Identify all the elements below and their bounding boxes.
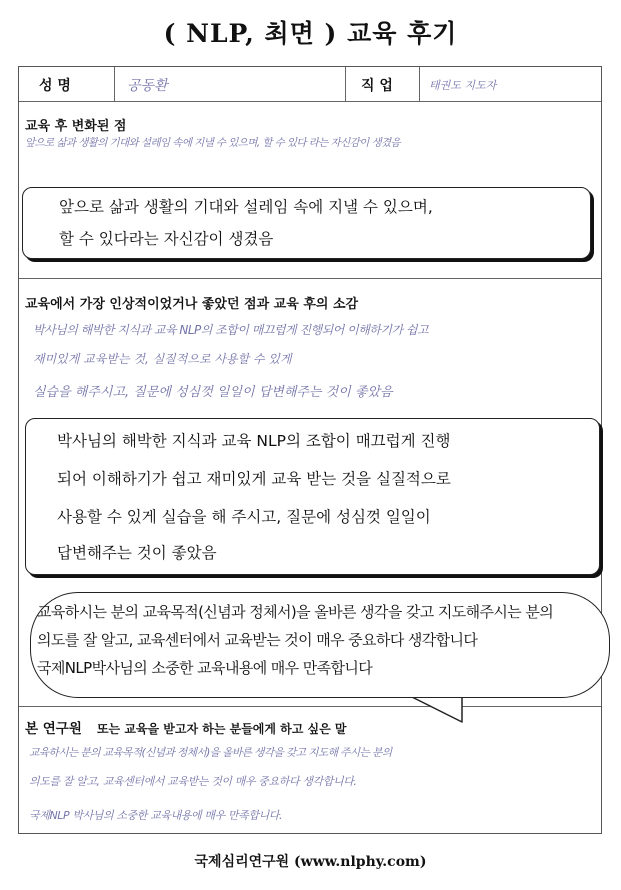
divider bbox=[19, 706, 601, 707]
divider bbox=[345, 67, 346, 101]
divider bbox=[419, 67, 420, 101]
job-value: 태권도 지도자 bbox=[429, 79, 497, 92]
callout-line: 교육하시는 분의 교육목적(신념과 정체서)을 올바른 생각을 갖고 지도해주시는 분의 bbox=[37, 603, 554, 621]
section1-heading: 교육 후 변화된 점 bbox=[25, 119, 127, 134]
section1-handwriting: 앞으로 삶과 생활의 기대와 설레임 속에 지낼 수 있으며, 할 수 있다 라는 자신감이 생겼음 bbox=[25, 137, 401, 149]
typed-line: 박사님의 해박한 지식과 교육 NLP의 조합이 매끄럽게 진행 bbox=[57, 432, 451, 450]
typed-line: 답변해주는 것이 좋았음 bbox=[57, 544, 217, 562]
section3-handwriting-line: 교육하시는 분의 교육목적(신념과 정체서)을 올바른 생각을 갖고 지도해 주시는 분의 bbox=[29, 746, 392, 759]
page-title: ( NLP, 최면 ) 교육 후기 bbox=[163, 19, 458, 48]
typed-line: 되어 이해하기가 쉽고 재미있게 교육 받는 것을 실질적으로 bbox=[57, 470, 451, 488]
divider bbox=[19, 278, 601, 279]
section3-handwriting-line: 국제NLP 박사님의 소중한 교육내용에 매우 만족합니다. bbox=[29, 809, 283, 822]
typed-line: 할 수 있다라는 자신감이 생겼음 bbox=[59, 230, 274, 248]
section1-typed-box bbox=[22, 187, 591, 259]
section3-heading bbox=[25, 717, 346, 737]
review-form bbox=[18, 66, 602, 834]
section2-handwriting-line: 박사님의 해박한 지식과 교육 NLP의 조합이 매끄럽게 진행되어 이해하기가 쉽고 bbox=[33, 323, 429, 337]
name-value: 공동환 bbox=[127, 78, 168, 94]
section3-heading-bold: 본 연구원 bbox=[25, 721, 82, 737]
callout-bubble bbox=[30, 592, 610, 698]
job-label: 직 업 bbox=[361, 78, 393, 94]
callout-tail bbox=[400, 694, 480, 724]
typed-line: 사용할 수 있게 실습을 해 주시고, 질문에 성심껏 일일이 bbox=[57, 508, 431, 526]
callout-line: 의도를 잘 알고, 교육센터에서 교육받는 것이 매우 중요하다 생각합니다 bbox=[37, 631, 478, 649]
section3-handwriting-line: 의도를 잘 알고, 교육센터에서 교육받는 것이 매우 중요하다 생각합니다. bbox=[29, 775, 357, 788]
divider bbox=[114, 67, 115, 101]
section3-heading-rest: 또는 교육을 받고자 하는 분들에게 하고 싶은 말 bbox=[96, 722, 347, 736]
footer: 국제심리연구원 (www.nlphy.com) bbox=[194, 854, 427, 870]
typed-line: 앞으로 삶과 생활의 기대와 설레임 속에 지낼 수 있으며, bbox=[59, 198, 433, 216]
section2-handwriting-line: 재미있게 교육받는 것, 실질적으로 사용할 수 있게 bbox=[33, 352, 292, 366]
divider bbox=[19, 101, 601, 102]
callout-line: 국제NLP박사님의 소중한 교육내용에 매우 만족합니다 bbox=[37, 659, 373, 677]
section2-handwriting-line: 실습을 해주시고, 질문에 성심껏 일일이 답변해주는 것이 좋았음 bbox=[33, 385, 393, 400]
section2-heading: 교육에서 가장 인상적이었거나 좋았던 점과 교육 후의 소감 bbox=[25, 297, 359, 312]
name-label: 성 명 bbox=[39, 78, 71, 94]
section2-typed-box bbox=[25, 418, 600, 575]
